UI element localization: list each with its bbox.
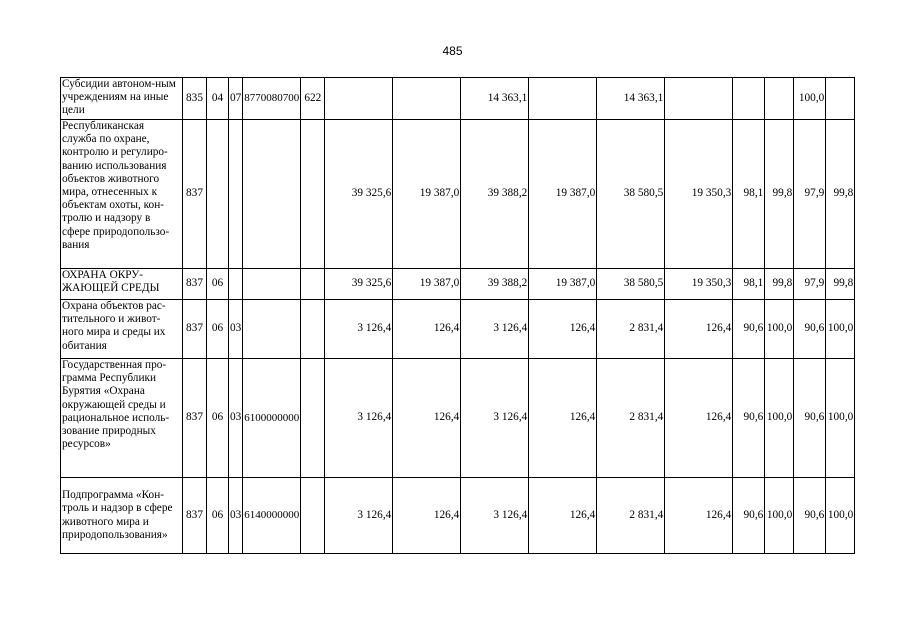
section-code-cell bbox=[207, 120, 229, 269]
percent-refined-total-cell: 100,0 bbox=[794, 78, 826, 120]
section-code-cell: 04 bbox=[207, 78, 229, 120]
approved-federal-cell: 126,4 bbox=[393, 478, 461, 554]
refined-federal-cell: 126,4 bbox=[529, 300, 597, 359]
expense-type-code-cell: 622 bbox=[301, 78, 325, 120]
expense-type-code-cell bbox=[301, 478, 325, 554]
percent-approved-federal-cell: 100,0 bbox=[765, 300, 794, 359]
section-code-cell: 06 bbox=[207, 478, 229, 554]
percent-refined-federal-cell: 100,0 bbox=[826, 300, 855, 359]
approved-total-cell bbox=[325, 78, 393, 120]
percent-approved-total-cell: 98,1 bbox=[733, 269, 765, 300]
ministry-code-cell: 837 bbox=[183, 478, 207, 554]
refined-total-cell: 3 126,4 bbox=[461, 478, 529, 554]
percent-approved-total-cell: 90,6 bbox=[733, 359, 765, 478]
executed-federal-cell: 126,4 bbox=[665, 300, 733, 359]
section-code-cell: 06 bbox=[207, 300, 229, 359]
approved-federal-cell bbox=[393, 78, 461, 120]
expense-type-code-cell bbox=[301, 300, 325, 359]
subsection-code-cell: 03 bbox=[229, 359, 243, 478]
subsection-code-cell: 03 bbox=[229, 478, 243, 554]
refined-total-cell: 39 388,2 bbox=[461, 120, 529, 269]
executed-total-cell: 2 831,4 bbox=[597, 300, 665, 359]
percent-approved-federal-cell bbox=[765, 78, 794, 120]
approved-federal-cell: 19 387,0 bbox=[393, 269, 461, 300]
refined-total-cell: 14 363,1 bbox=[461, 78, 529, 120]
percent-approved-federal-cell: 99,8 bbox=[765, 120, 794, 269]
executed-federal-cell: 19 350,3 bbox=[665, 120, 733, 269]
expense-type-code-cell bbox=[301, 359, 325, 478]
approved-total-cell: 39 325,6 bbox=[325, 269, 393, 300]
row-name-cell: Республиканская служба по охране, контролю и регулиро-ванию использования объектов животного мира, отнесенных к объектам охоты, кон-тролю и надзору в сфере природопользо-вания bbox=[61, 120, 183, 269]
subsection-code-cell bbox=[229, 269, 243, 300]
row-name-cell: Государственная про-грамма Республики Бурятия «Охрана окружающей среды и рациональное исполь-зование природных ресурсов» bbox=[61, 359, 183, 478]
expense-type-code-cell bbox=[301, 120, 325, 269]
ministry-code-cell: 837 bbox=[183, 120, 207, 269]
percent-refined-total-cell: 97,9 bbox=[794, 120, 826, 269]
refined-federal-cell: 126,4 bbox=[529, 478, 597, 554]
percent-approved-total-cell: 90,6 bbox=[733, 478, 765, 554]
percent-refined-total-cell: 90,6 bbox=[794, 478, 826, 554]
ministry-code-cell: 837 bbox=[183, 359, 207, 478]
row-name-cell: ОХРАНА ОКРУ-ЖАЮЩЕЙ СРЕДЫ bbox=[61, 269, 183, 300]
approved-total-cell: 39 325,6 bbox=[325, 120, 393, 269]
table-row bbox=[61, 78, 855, 120]
approved-total-cell: 3 126,4 bbox=[325, 359, 393, 478]
executed-federal-cell bbox=[665, 78, 733, 120]
percent-approved-federal-cell: 99,8 bbox=[765, 269, 794, 300]
table-row bbox=[61, 120, 855, 269]
percent-refined-total-cell: 90,6 bbox=[794, 359, 826, 478]
table-row bbox=[61, 269, 855, 300]
percent-approved-federal-cell: 100,0 bbox=[765, 359, 794, 478]
percent-refined-federal-cell: 100,0 bbox=[826, 478, 855, 554]
percent-approved-total-cell bbox=[733, 78, 765, 120]
target-article-code-cell bbox=[243, 300, 301, 359]
percent-approved-total-cell: 98,1 bbox=[733, 120, 765, 269]
refined-total-cell: 39 388,2 bbox=[461, 269, 529, 300]
subsection-code-cell: 07 bbox=[229, 78, 243, 120]
row-name-cell: Охрана объектов рас-тительного и живот-ного мира и среды их обитания bbox=[61, 300, 183, 359]
executed-federal-cell: 126,4 bbox=[665, 478, 733, 554]
refined-total-cell: 3 126,4 bbox=[461, 300, 529, 359]
refined-federal-cell: 19 387,0 bbox=[529, 120, 597, 269]
row-name-cell: Субсидии автоном-ным учреждениям на иные цели bbox=[61, 78, 183, 120]
refined-federal-cell: 126,4 bbox=[529, 359, 597, 478]
page-number: 485 bbox=[442, 44, 463, 58]
executed-total-cell: 14 363,1 bbox=[597, 78, 665, 120]
percent-refined-federal-cell: 99,8 bbox=[826, 120, 855, 269]
executed-total-cell: 2 831,4 bbox=[597, 359, 665, 478]
subsection-code-cell bbox=[229, 120, 243, 269]
executed-federal-cell: 19 350,3 bbox=[665, 269, 733, 300]
row-name-cell: Подпрограмма «Кон-троль и надзор в сфере животного мира и природопользования» bbox=[61, 478, 183, 554]
approved-federal-cell: 19 387,0 bbox=[393, 120, 461, 269]
percent-approved-federal-cell: 100,0 bbox=[765, 478, 794, 554]
executed-total-cell: 38 580,5 bbox=[597, 269, 665, 300]
expense-type-code-cell bbox=[301, 269, 325, 300]
percent-approved-total-cell: 90,6 bbox=[733, 300, 765, 359]
executed-total-cell: 2 831,4 bbox=[597, 478, 665, 554]
ministry-code-cell: 837 bbox=[183, 269, 207, 300]
table-row bbox=[61, 359, 855, 478]
target-article-code-cell bbox=[243, 120, 301, 269]
percent-refined-total-cell: 90,6 bbox=[794, 300, 826, 359]
subsection-code-cell: 03 bbox=[229, 300, 243, 359]
refined-federal-cell bbox=[529, 78, 597, 120]
approved-federal-cell: 126,4 bbox=[393, 359, 461, 478]
budget-table bbox=[60, 77, 855, 554]
approved-federal-cell: 126,4 bbox=[393, 300, 461, 359]
section-code-cell: 06 bbox=[207, 269, 229, 300]
target-article-code-cell: 8770080700 bbox=[243, 78, 301, 120]
target-article-code-cell bbox=[243, 269, 301, 300]
target-article-code-cell: 6140000000 bbox=[243, 478, 301, 554]
approved-total-cell: 3 126,4 bbox=[325, 478, 393, 554]
executed-total-cell: 38 580,5 bbox=[597, 120, 665, 269]
table-row bbox=[61, 478, 855, 554]
section-code-cell: 06 bbox=[207, 359, 229, 478]
percent-refined-total-cell: 97,9 bbox=[794, 269, 826, 300]
approved-total-cell: 3 126,4 bbox=[325, 300, 393, 359]
percent-refined-federal-cell: 100,0 bbox=[826, 359, 855, 478]
executed-federal-cell: 126,4 bbox=[665, 359, 733, 478]
table-row bbox=[61, 300, 855, 359]
percent-refined-federal-cell: 99,8 bbox=[826, 269, 855, 300]
refined-federal-cell: 19 387,0 bbox=[529, 269, 597, 300]
target-article-code-cell: 6100000000 bbox=[243, 359, 301, 478]
percent-refined-federal-cell bbox=[826, 78, 855, 120]
ministry-code-cell: 835 bbox=[183, 78, 207, 120]
ministry-code-cell: 837 bbox=[183, 300, 207, 359]
refined-total-cell: 3 126,4 bbox=[461, 359, 529, 478]
